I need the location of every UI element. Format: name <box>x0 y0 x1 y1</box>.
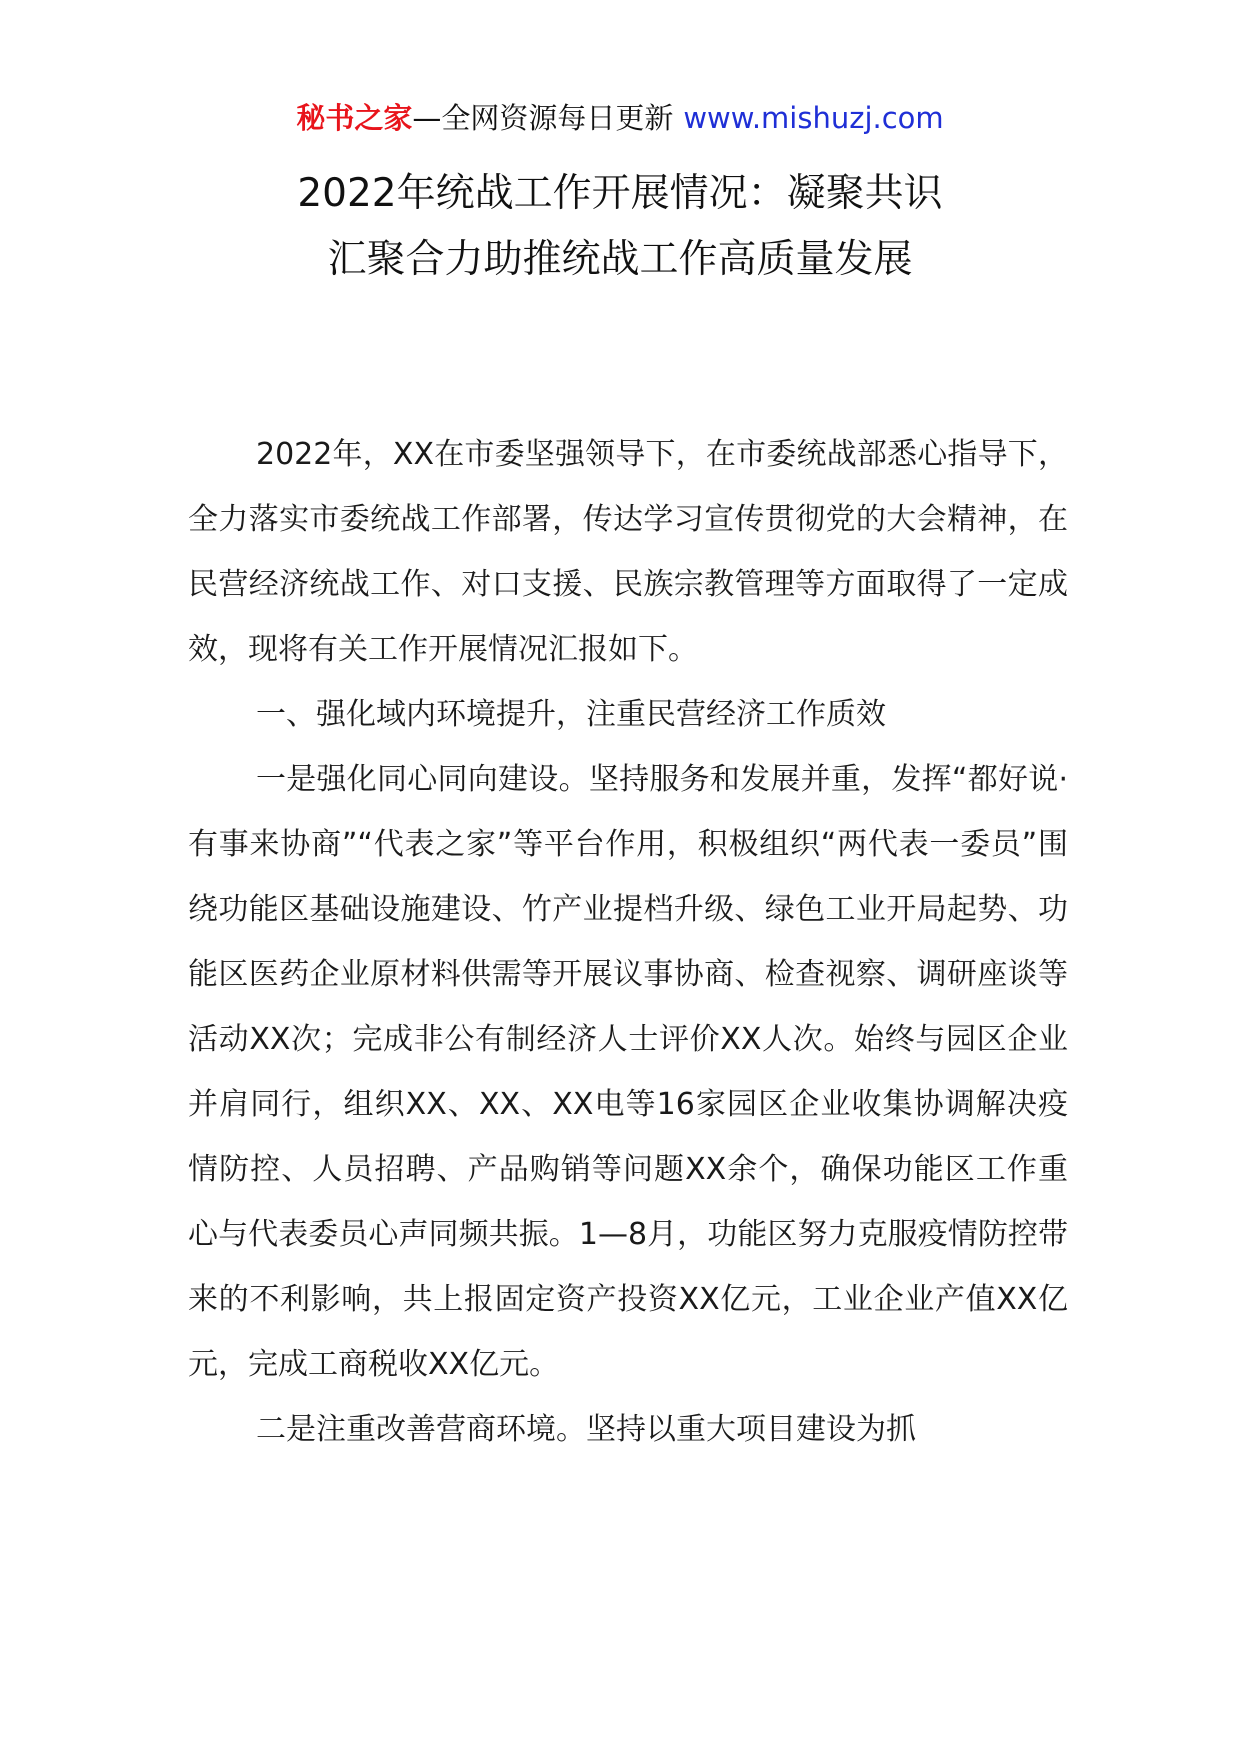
intro-paragraph: 2022年，XX在市委坚强领导下，在市委统战部悉心指导下，全力落实市委统战工作部署，传达学习宣传贯彻党的大会精神，在民营经济统战工作、对口支援、民族宗教管理等方面取得了一定成效，现将有关工作开展情况汇报如下。 <box>188 437 1068 667</box>
site-header <box>0 98 1240 138</box>
document-title-line-2: 汇聚合力助推统战工作高质量发展 <box>327 237 913 282</box>
header-dash: — <box>412 101 442 135</box>
brand-name: 秘书之家 <box>296 101 413 135</box>
section-heading-1: 一、强化域内环境提升，注重民营经济工作质效 <box>256 697 886 732</box>
body-paragraph-2: 二是注重改善营商环境。坚持以重大项目建设为抓 <box>256 1412 916 1447</box>
site-url-link[interactable]: www.mishuzj.com <box>683 101 944 135</box>
document-body <box>188 422 1068 1462</box>
header-slogan: 全网资源每日更新 <box>441 101 674 135</box>
document-title-line-1: 2022年统战工作开展情况：凝聚共识 <box>297 171 943 216</box>
body-paragraph-1: 一是强化同心同向建设。坚持服务和发展并重，发挥“都好说·有事来协商”“代表之家”等平台作用，积极组织“两代表一委员”围绕功能区基础设施建设、竹产业提档升级、绿色工业开局起势、功能区医药企业原材料供需等开展议事协商、检查视察、调研座谈等活动XX次；完成非公有制经济人士评价XX人次。始终与园区企业并肩同行，组织XX、XX、XX电等16家园区企业收集协调解决疫情防控、人员招聘、产品购销等问题XX余个，确保功能区工作重心与代表委员心声同频共振。1—8月，功能区努力克服疫情防控带来的不利影响，共上报固定资产投资XX亿元，工业企业产值XX亿元，完成工商税收XX亿元。 <box>188 762 1068 1382</box>
